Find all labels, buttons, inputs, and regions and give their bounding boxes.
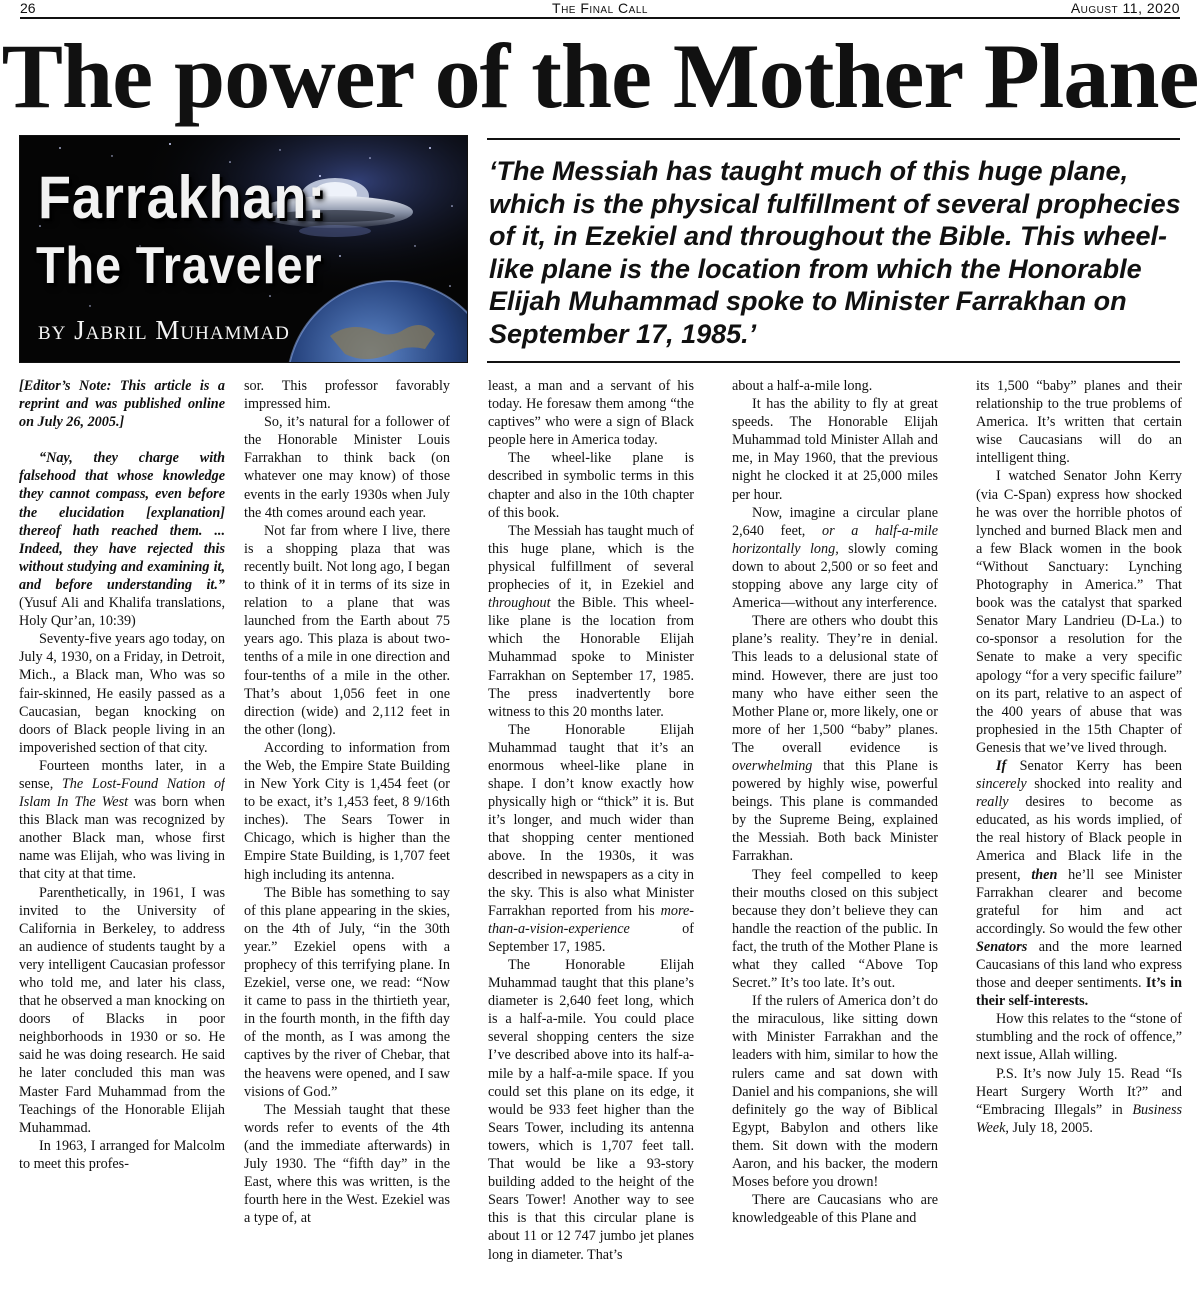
column-banner bbox=[19, 135, 468, 363]
article-column-4 bbox=[732, 377, 938, 1292]
article-paragraph: about a half-a-mile long. bbox=[732, 378, 873, 394]
headline: The power of the Mother Plane bbox=[1, 25, 1199, 127]
masthead: The Final Call bbox=[552, 0, 648, 16]
byline: by Jabril Muhammad bbox=[38, 315, 290, 345]
article-paragraph: its 1,500 “baby” planes and their relationship to the true problems of America. It’s written that certain wise Caucasians will do an intelligent thing. bbox=[976, 378, 1182, 467]
article-paragraph: If the rulers of America don’t do the miraculous, like sitting down with Minister Farrakhan and the leaders with him, similar to how the rulers came and sat down with Daniel and his companions, she will definitely go the way of Biblical Egypt, Babylon and others like them. Sit down with the modern Aaron, and his backer, the modern Moses before you drown! bbox=[732, 993, 938, 1191]
article-column-1 bbox=[19, 377, 225, 1292]
article-paragraph: The Messiah has taught much of this huge plane, which is the physical fulfillment of several prophecies of it, in Ezekiel and throughout the Bible. This wheel-like plane is the location from which the Honorable Elijah Muhammad spoke to Minister Farrakhan on September 17, 1985. The press inadvertently bore witness to this 20 months later. bbox=[488, 522, 694, 720]
article-paragraph: The Honorable Elijah Muhammad taught that this plane’s diameter is 2,640 feet long, which is a half-a-mile. You could place several shopping centers the size I’ve described above into its half-a-mile by a half-a-mile space. If you could set this plane on its edge, it would be 933 feet higher than the Sears Tower, including its antenna towers, which is 1,707 feet tall. That would be like a 93-story building added to the height of the Sears Tower! Another way to see this is that this circular plane is about 11 or 12 747 jumbo jet planes long in diameter. That’s bbox=[488, 957, 694, 1263]
article-paragraph: “Nay, they charge with falsehood that whose knowledge they cannot compass, even before the elucidation [explanation] thereof hath reached them. ... Indeed, they have rejected this without studying and examining it, and before understanding it.” (Yusuf Ali and Khalifa translations, Holy Qur’an, 10:39) bbox=[19, 450, 225, 630]
article-paragraph: least, a man and a servant of his today. He foresaw them among “the captives” who were a sign of Black people here in America today. bbox=[488, 378, 694, 449]
article-paragraph: In 1963, I arranged for Malcolm to meet this profes- bbox=[19, 1137, 225, 1172]
article-paragraph: They feel compelled to keep their mouths closed on this subject because they don’t believe they can handle the reaction of the public. In fact, the truth of the Mother Plane is what they called “Above Top Secret.” It’s too late. It’s out. bbox=[732, 866, 938, 992]
banner-title-line2: The Traveler bbox=[36, 237, 323, 295]
editors-note: [Editor’s Note: This article is a reprint and was published online on July 26, 2005.] bbox=[19, 378, 225, 431]
page-number: 26 bbox=[20, 0, 36, 16]
banner-title-line1: Farrakhan: bbox=[38, 164, 327, 231]
article-paragraph: Seventy-five years ago today, on July 4, 1930, on a Friday, in Detroit, Mich., a Black man, Who was so fair-skinned, He easily passed as a Caucasian, began knocking on doors of Black people living in an impoverished section of that city. bbox=[19, 631, 225, 756]
pull-quote-rule-bottom bbox=[487, 361, 1180, 363]
article-paragraph: It has the ability to fly at great speeds. The Honorable Elijah Muhammad told Minister Allah and me, in May 1960, that the previous night he clocked it at 25,000 miles per hour. bbox=[732, 396, 938, 503]
article-paragraph: Fourteen months later, in a sense, The Lost-Found Nation of Islam In The West was born when this Black man was recognized by another Black man, whose first name was Elijah, who was living in that city at that time. bbox=[19, 757, 225, 883]
article-paragraph: Now, imagine a circular plane 2,640 feet, or a half-a-mile horizontally long, slowly coming down to about 2,500 or so feet and stopping above any large city of America—without any interference. bbox=[732, 504, 938, 612]
page-header bbox=[20, 0, 1180, 18]
article-paragraph: According to information from the Web, the Empire State Building in New York City is 1,454 feet (or to be exact, it’s 1,453 feet, 8 9/16th inches). The Sears Tower in Chicago, which is higher than the Empire State Building, is 1,707 feet high including its antenna. bbox=[244, 739, 450, 883]
article-paragraph: sor. This professor favorably impressed him. bbox=[244, 378, 450, 413]
article-paragraph: The Messiah taught that these words refer to events of the 4th (and the immediate afterwards) in July 1930. The “fifth day” in the East, where this was written, is the fourth here in the West. Ezekiel was a type of, at bbox=[244, 1101, 450, 1227]
header-rule bbox=[20, 17, 1180, 19]
article-paragraph: The wheel-like plane is described in symbolic terms in this chapter and also in the 10th chapter of this book. bbox=[488, 450, 694, 521]
article-column-2 bbox=[244, 377, 450, 1292]
issue-date: August 11, 2020 bbox=[1070, 0, 1180, 16]
article-paragraph: How this relates to the “stone of stumbling and the rock of offence,” next issue, Allah willing. bbox=[976, 1011, 1182, 1064]
article-paragraph: If Senator Kerry has been sincerely shocked into reality and really desires to become as educated, as his words implied, of the real history of Black people in America and Black life in the present, then he’ll see Minister Farrakhan clearer and become grateful for him and act accordingly. So would the few other Senators and the more learned Caucasians of this land who express those and deeper sentiments. It’s in their self-interests. bbox=[976, 757, 1182, 1010]
article-paragraph: So, it’s natural for a follower of the Honorable Minister Louis Farrakhan to think back (on whatever one may know) of those events in the early 1930s when July the 4th comes around each year. bbox=[244, 414, 450, 521]
article-paragraph: The Honorable Elijah Muhammad taught that it’s an enormous wheel-like plane in shape. I don’t know exactly how physically high or “thick” it is. But it’s longer, and much wider than that shopping center mentioned above. In the 1930s, it was described in newspapers as a city in the sky. This is also what Minister Farrakhan reported from his more-than-a-vision-experience of September 17, 1985. bbox=[488, 721, 694, 955]
article-paragraph: I watched Senator John Kerry (via C-Span) express how shocked he was over the horrible photos of lynched and burned Black men and a few Black women in the book “Without Sanctuary: Lynching Photography in America.” That book was the catalyst that sparked Senator Mary Landrieu (D-La.) to co-sponsor a resolution for the Senate to make a very specific apology “for a very specific failure” on its part, relative to an aspect of the 400 years of abuse that was prophesied in the 15th Chapter of Genesis that we’ve lived through. bbox=[976, 468, 1182, 756]
pull-quote: ‘The Messiah has taught much of this huge plane, which is the physical fulfillment of several prophecies of it, in Ezekiel and throughout the Bible. This wheel-like plane is the location from which the Honorable Elijah Muhammad spoke to Minister Farrakhan on September 17, 1985.’ bbox=[489, 156, 1181, 349]
article-paragraph: Parenthetically, in 1961, I was invited to the University of California in Berkeley, to address an audience of students taught by a very intelligent Caucasian professor who told me, and later his class, that he observed a man knocking on doors of Blacks in poor neighborhoods in 1930 or so. He said he was doing research. He said he later concluded this man was Master Fard Muhammad from the Teachings of the Honorable Elijah Muhammad. bbox=[19, 884, 225, 1136]
article-paragraph: Not far from where I live, there is a shopping plaza that was recently built. Not long ago, I began to think of it in terms of its size in relation to a plane that was launched from the Earth about 75 years ago. This plaza is about two-tenths of a mile in one direction and four-tenths of a mile in the other. That’s about 1,056 feet in one direction (wide) and 2,112 feet in the other (long). bbox=[244, 522, 450, 738]
pull-quote-rule-top bbox=[487, 138, 1180, 140]
article-paragraph: There are others who doubt this plane’s reality. They’re in denial. This leads to a delusional state of mind. However, there are just too many who have either seen the Mother Plane or, more likely, one or more of her 1,500 “baby” planes. The overall evidence is overwhelming that this Plane is powered by highly wise, powerful beings. This plane is commanded by the Supreme Being, explained the Messiah. Both back Minister Farrakhan. bbox=[732, 613, 938, 865]
article-paragraph: The Bible has something to say of this plane appearing in the skies, on the 4th of July, “in the 30th year.” Ezekiel opens with a prophecy of this terrifying plane. In Ezekiel, verse one, we read: “Now it came to pass in the thirtieth year, in the fourth month, in the fifth day of the month, as I was among the captives by the river of Chebar, that the heavens were opened, and I saw visions of God.” bbox=[244, 884, 450, 1100]
article-paragraph: P.S. It’s now July 15. Read “Is Heart Surgery Worth It?” and “Embracing Illegals” in Business Week, July 18, 2005. bbox=[976, 1065, 1182, 1136]
article-paragraph: There are Caucasians who are knowledgeable of this Plane and bbox=[732, 1192, 938, 1227]
article-column-5 bbox=[976, 377, 1182, 1292]
article-column-3 bbox=[488, 377, 694, 1292]
